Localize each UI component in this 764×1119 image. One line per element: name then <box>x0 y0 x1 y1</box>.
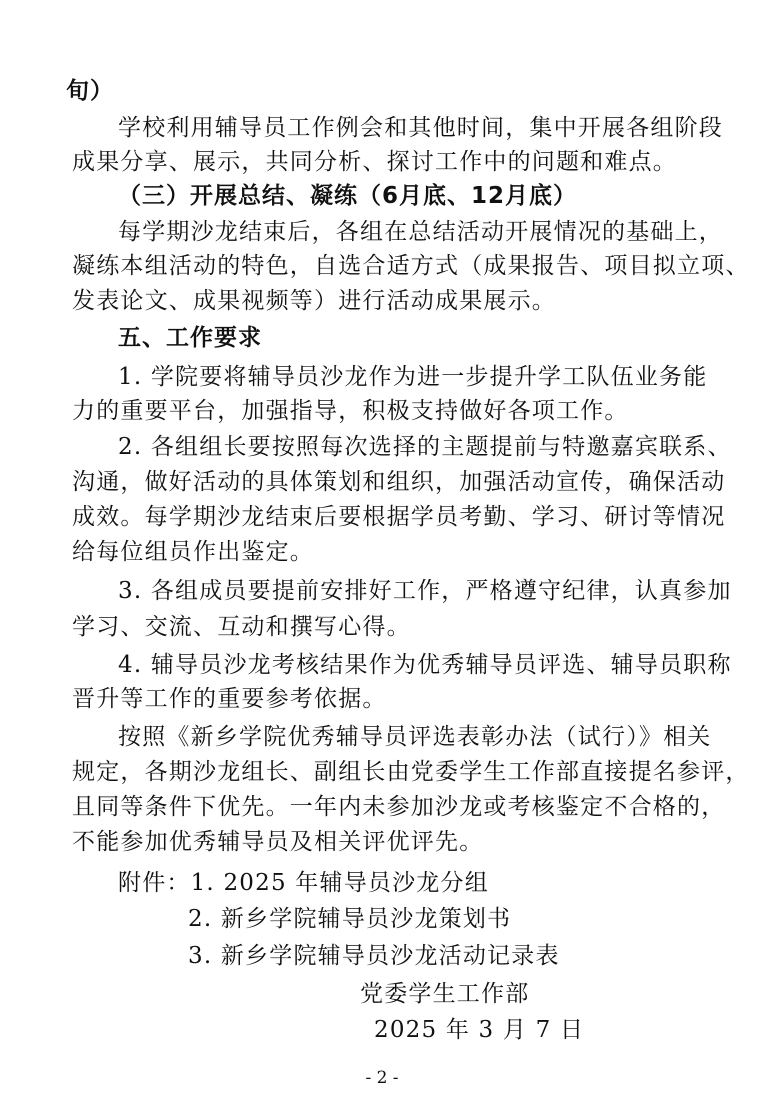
paragraph-line: 学校利用辅导员工作例会和其他时间，集中开展各组阶段 <box>118 115 723 141</box>
paragraph-line: 2. 各组组长要按照每次选择的主题提前与特邀嘉宾联系、 <box>118 434 732 460</box>
signature-date: 2025 年 3 月 7 日 <box>374 1017 585 1043</box>
section-heading: （三）开展总结、凝练（6月底、12月底） <box>118 183 578 209</box>
paragraph-line: 按照《新乡学院优秀辅导员评选表彰办法（试行）》相关 <box>118 724 712 750</box>
signature-department: 党委学生工作部 <box>360 981 530 1007</box>
attachment-line: 3. 新乡学院辅导员沙龙活动记录表 <box>188 943 560 969</box>
paragraph-line: 1. 学院要将辅导员沙龙作为进一步提升学工队伍业务能 <box>118 364 708 390</box>
section-heading: 五、工作要求 <box>118 325 262 351</box>
paragraph-line: 规定，各期沙龙组长、副组长由党委学生工作部直接提名参评， <box>72 759 750 785</box>
paragraph-line: 发表论文、成果视频等）进行活动成果展示。 <box>72 288 556 314</box>
paragraph-line: 且同等条件下优先。一年内未参加沙龙或考核鉴定不合格的， <box>72 794 726 820</box>
attachment-line: 附件：1. 2025 年辅导员沙龙分组 <box>118 870 489 896</box>
paragraph-line: 3. 各组成员要提前安排好工作，严格遵守纪律，认真参加 <box>118 578 732 604</box>
paragraph-line: 4. 辅导员沙龙考核结果作为优秀辅导员评选、辅导员职称 <box>118 652 732 678</box>
paragraph-line: 学习、交流、互动和撰写心得。 <box>72 614 411 640</box>
paragraph-line: 力的重要平台，加强指导，积极支持做好各项工作。 <box>72 398 629 424</box>
paragraph-line: 凝练本组活动的特色，自选合适方式（成果报告、项目拟立项、 <box>72 253 750 279</box>
paragraph-line: 每学期沙龙结束后，各组在总结活动开展情况的基础上， <box>118 219 723 245</box>
paragraph-line: 晋升等工作的重要参考依据。 <box>72 686 387 712</box>
paragraph-line: 给每位组员作出鉴定。 <box>72 539 314 565</box>
page-number: - 2 - <box>365 1068 399 1088</box>
paragraph-line: 成效。每学期沙龙结束后要根据学员考勤、学习、研讨等情况 <box>72 504 726 530</box>
paragraph-line: 沟通，做好活动的具体策划和组织，加强活动宣传，确保活动 <box>72 469 726 495</box>
paragraph-line: 成果分享、展示，共同分析、探讨工作中的问题和难点。 <box>72 149 677 175</box>
paragraph-line: 不能参加优秀辅导员及相关评优评先。 <box>72 829 484 855</box>
attachment-line: 2. 新乡学院辅导员沙龙策划书 <box>188 906 512 932</box>
continuation-line: 旬） <box>66 78 114 104</box>
